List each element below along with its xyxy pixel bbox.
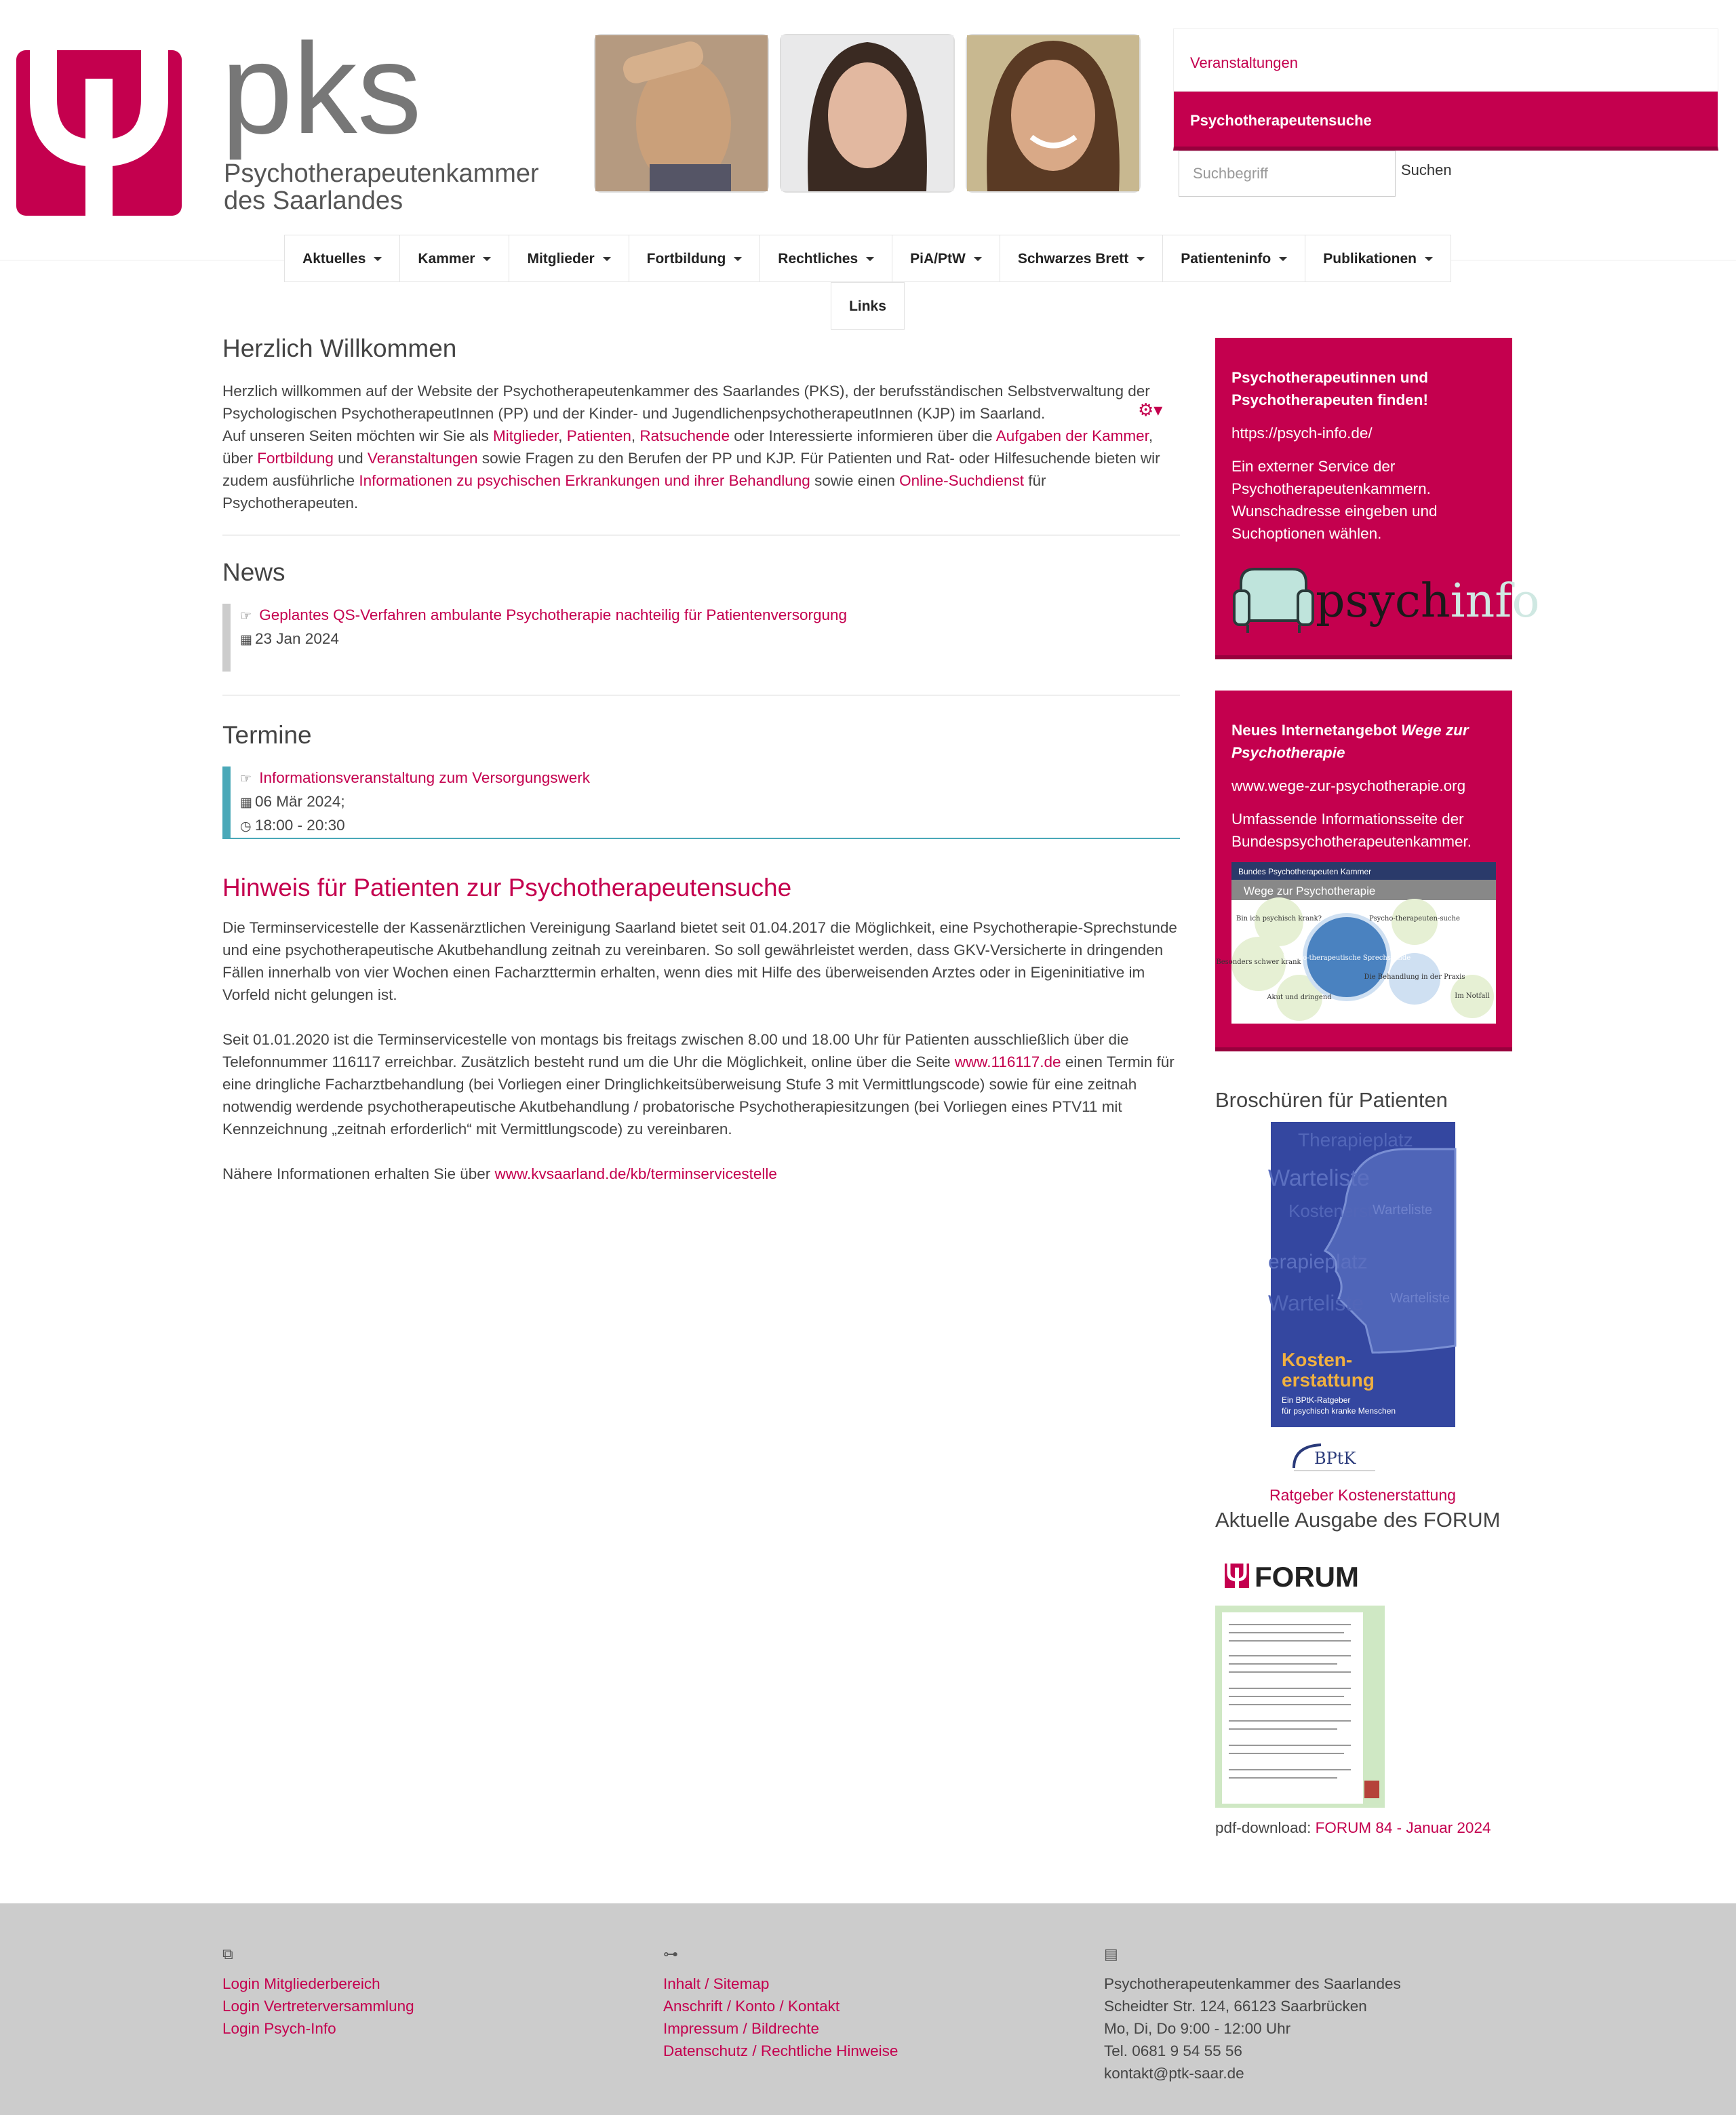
brochure-cover[interactable]	[1268, 1122, 1455, 1427]
broschueren-section	[1215, 1087, 1512, 1507]
broschueren-title: Broschüren für Patienten	[1215, 1088, 1448, 1112]
caret-down-icon	[603, 257, 611, 261]
nav-schwarzes-brett[interactable]: Schwarzes Brett	[1000, 235, 1163, 282]
caret-down-icon	[1137, 257, 1145, 261]
news-item-link[interactable]: Geplantes QS-Verfahren ambulante Psychotherapie nachteilig für Patientenversorgung	[259, 606, 848, 624]
footer-address: Scheidter Str. 124, 66123 Saarbrücken	[1104, 1998, 1367, 2015]
link-116117[interactable]: www.116117.de	[954, 1053, 1061, 1071]
footer-link-login-psychinfo[interactable]: Login Psych-Info	[222, 2020, 336, 2037]
link-aufgaben[interactable]: Aufgaben der Kammer	[995, 427, 1149, 445]
nav-aktuelles[interactable]: Aktuelles	[284, 235, 400, 282]
header-photo-man	[595, 35, 768, 191]
footer-col-logins	[222, 1943, 414, 2040]
termine-item-date: 06 Mär 2024;	[255, 793, 345, 811]
svg-text:Warteliste: Warteliste	[1268, 1165, 1370, 1192]
nav-mitglieder[interactable]: Mitglieder	[509, 235, 629, 282]
caret-down-icon	[1279, 257, 1287, 261]
svg-text:Warteliste: Warteliste	[1268, 1291, 1364, 1316]
welcome-section	[222, 332, 1180, 536]
link-forum-pdf[interactable]: FORUM 84 - Januar 2024	[1315, 1819, 1491, 1837]
footer-email[interactable]: kontakt@ptk-saar.de	[1104, 2065, 1244, 2082]
svg-text:Wege zur Psychotherapie: Wege zur Psychotherapie	[1244, 885, 1376, 897]
welcome-title: Herzlich Willkommen	[222, 334, 457, 362]
wege-url[interactable]: www.wege-zur-psychotherapie.org	[1231, 777, 1466, 794]
footer-org-name: Psychotherapeutenkammer des Saarlandes	[1104, 1975, 1401, 1992]
nav-patienteninfo[interactable]: Patienteninfo	[1162, 235, 1305, 282]
svg-text:Warteliste: Warteliste	[1390, 1291, 1451, 1306]
footer-phone: Tel. 0681 9 54 55 56	[1104, 2042, 1242, 2059]
contact-card-icon: ▤	[1104, 1945, 1118, 1962]
termine-item	[222, 767, 1180, 839]
calendar-icon: ▦	[240, 796, 252, 811]
nav-kammer[interactable]: Kammer	[399, 235, 509, 282]
forum-section: Aktuelle Ausgabe des FORUM FORUM pdf-download: FORUM 84 - Januar 2024	[1215, 1507, 1512, 1839]
news-title: News	[222, 558, 285, 587]
wege-box[interactable]: Neues Internetangebot Wege zur Psychotherapie www.wege-zur-psychotherapie.org Umfassende Informationsseite der Bundespsychotherapeutenkammer. Bundes Psychotherapeuten Kammer Wege zur Psychotherapie Bin ich psychisch krank? Psycho-therapeuten-suche Besonders schwer krank Psycho-therapeutische Sprechstunde Die Behandlung in der Praxis Akut und dringend Im Notfall	[1215, 691, 1512, 1051]
link-informationen[interactable]: Informationen zu psychischen Erkrankungen und ihrer Behandlung	[359, 472, 810, 490]
footer-link-datenschutz[interactable]: Datenschutz / Rechtliche Hinweise	[663, 2042, 899, 2059]
footer-link-kontakt[interactable]: Anschrift / Konto / Kontakt	[663, 1998, 840, 2015]
gear-icon[interactable]: ⚙▾	[1138, 400, 1163, 420]
svg-text:FORUM: FORUM	[1255, 1561, 1359, 1593]
main-nav	[0, 235, 1736, 330]
psychinfo-url[interactable]: https://psych-info.de/	[1231, 425, 1373, 442]
nav-pia-ptw[interactable]: PiA/PtW	[892, 235, 1000, 282]
sitemap-icon: ⊶	[663, 1945, 678, 1962]
calendar-icon: ▦	[240, 633, 252, 648]
svg-text:Warteliste: Warteliste	[1373, 1203, 1433, 1218]
link-kvsaarland[interactable]: www.kvsaarland.de/kb/terminservicestelle	[494, 1165, 777, 1183]
link-suchdienst[interactable]: Online-Suchdienst	[899, 472, 1024, 490]
link-veranstaltungen[interactable]: Veranstaltungen	[367, 450, 478, 467]
svg-text:erstattung: erstattung	[1282, 1370, 1375, 1391]
svg-text:Psychotherapeutenkammer: Psychotherapeutenkammer	[224, 159, 539, 188]
svg-text:Bin ich psychisch krank?: Bin ich psychisch krank?	[1236, 915, 1322, 923]
wege-screenshot[interactable]	[1216, 862, 1496, 1024]
link-patienten[interactable]: Patienten	[566, 427, 631, 445]
svg-text:Psycho-therapeuten-suche: Psycho-therapeuten-suche	[1369, 915, 1460, 923]
footer-link-login-mitglieder[interactable]: Login Mitgliederbereich	[222, 1975, 380, 1992]
termine-item-time: 18:00 - 20:30	[255, 817, 345, 834]
svg-text:Kosten-: Kosten-	[1282, 1349, 1353, 1371]
nav-rechtliches[interactable]: Rechtliches	[760, 235, 892, 282]
header-photo-girl	[781, 35, 953, 191]
caret-down-icon	[483, 257, 491, 261]
footer-link-login-vertreter[interactable]: Login Vertreterversammlung	[222, 1998, 414, 2015]
link-ratsuchende[interactable]: Ratsuchende	[639, 427, 730, 445]
caret-down-icon	[866, 257, 874, 261]
footer-link-sitemap[interactable]: Inhalt / Sitemap	[663, 1975, 770, 1992]
external-link-icon: ⧉	[222, 1945, 233, 1962]
header-photo-woman	[967, 35, 1139, 191]
footer-link-impressum[interactable]: Impressum / Bildrechte	[663, 2020, 820, 2037]
svg-text:Therapieplatz: Therapieplatz	[1298, 1129, 1413, 1151]
svg-text:Kostenerst: Kostenerst	[1288, 1201, 1373, 1222]
site-footer	[0, 1903, 1736, 2115]
main-content	[222, 332, 1180, 1207]
caret-down-icon	[974, 257, 982, 261]
bptk-logo	[1287, 1441, 1382, 1476]
news-section	[222, 556, 1180, 696]
link-ratgeber-kostenerstattung[interactable]: Ratgeber Kostenerstattung	[1269, 1486, 1456, 1505]
footer-col-info	[663, 1943, 898, 2062]
hand-point-icon: ☞	[240, 609, 252, 624]
search-input[interactable]	[1179, 151, 1396, 197]
top-nav	[1173, 28, 1718, 151]
hinweis-section: Hinweis für Patienten zur Psychotherapeutensuche Die Terminservicestelle der Kassenärztlichen Vereinigung Saarland bietet seit 01.04.2017 die Möglichkeit, eine Psychotherapie-Sprechstunde und eine psychotherapeutische Akutbehandlung zeitnah zu vereinbaren. So soll gewährleistet werden, dass GKV-Versicherte in dringenden Fällen innerhalb von vier Wochen einen Facharzttermin erhalten, wenn dies mit Hilfe des überweisenden Arztes oder in Eigeninitiative im Vorfeld nicht gelungen ist. Seit 01.01.2020 ist die Terminservicestelle von montags bis freitags zwischen 8.00 und 18.00 Uhr für Patienten ausschließlich über die Telefonnummer 116117 erreichbar. Zusätzlich besteht rund um die Uhr die Möglichkeit, online über die Seite www.116117.de einen Termin für eine dringliche Facharztbehandlung (bei Vorliegen einer Dringlichkeitsüberweisung Stufe 3 mit Vermittlungscode) sowie für eine zeitnah notwendig werdende psychotherapeutische Akutbehandlung / probatorische Psychotherapiesitzungen (bei Vorliegen eines PTV11 mit Kennzeichnung „zeitnah erforderlich“ mit Vermittlungscode) zu vereinbaren. Nähere Informationen erhalten Sie über www.kvsaarland.de/kb/terminservicestelle	[222, 872, 1180, 1185]
nav-links[interactable]: Links	[831, 282, 905, 330]
svg-text:des Saarlandes: des Saarlandes	[224, 187, 403, 215]
topnav-psychotherapeutensuche[interactable]: Psychotherapeutensuche	[1173, 91, 1718, 151]
nav-publikationen[interactable]: Publikationen	[1305, 235, 1451, 282]
pks-logo[interactable]	[16, 17, 539, 221]
footer-hours: Mo, Di, Do 9:00 - 12:00 Uhr	[1104, 2020, 1291, 2037]
sidebar	[1215, 338, 1540, 1839]
svg-text:Ein BPtK-Ratgeber: Ein BPtK-Ratgeber	[1282, 1395, 1351, 1405]
news-item	[222, 604, 1180, 672]
svg-text:pks: pks	[221, 17, 422, 161]
footer-col-address	[1104, 1943, 1401, 2084]
svg-text:psychinfo: psychinfo	[1316, 575, 1540, 628]
hand-point-icon: ☞	[240, 772, 252, 787]
svg-text:Besonders schwer krank: Besonders schwer krank	[1216, 958, 1301, 966]
svg-text:für psychisch kranke Menschen: für psychisch kranke Menschen	[1282, 1406, 1396, 1416]
svg-text:BPtK: BPtK	[1314, 1449, 1356, 1469]
svg-text:Die Behandlung in der Praxis: Die Behandlung in der Praxis	[1364, 973, 1465, 981]
welcome-text: Herzlich willkommen auf der Website der Psychotherapeutenkammer des Saarlandes (PKS), der berufsständischen Selbstverwaltung der Psychologischen PsychotherapeutInnen (PP) und der Kinder- und JugendlichenpsychotherapeutInnen (KJP) im Saarland. Auf unseren Seiten möchten wir Sie als Mitglieder, Patienten, Ratsuchende oder Interessierte informieren über die Aufgaben der Kammer, über Fortbildung und Veranstaltungen sowie Fragen zu den Berufen der PP und KJP. Für Patienten und Rat- oder Hilfesuchende bieten wir zudem ausführliche Informationen zu psychischen Erkrankungen und ihrer Behandlung sowie einen Online-Suchdienst für Psychotherapeuten.	[222, 383, 1160, 512]
svg-text:Bundes Psychotherapeuten Kamme: Bundes Psychotherapeuten Kammer	[1238, 867, 1372, 876]
svg-text:Psycho-therapeutische Sprechst: Psycho-therapeutische Sprechstunde	[1282, 954, 1411, 962]
svg-text:Akut und dringend: Akut und dringend	[1267, 994, 1332, 1001]
psychinfo-box[interactable]: Psychotherapeutinnen und Psychotherapeuten finden! https://psych-info.de/ Ein externer Service der Psychotherapeutenkammern. Wunschadresse eingeben und Suchoptionen wählen. psychinfo	[1215, 338, 1512, 659]
svg-text:Im Notfall: Im Notfall	[1455, 992, 1490, 1000]
termine-section	[222, 719, 1180, 839]
svg-text:erapieplatz: erapieplatz	[1268, 1251, 1368, 1274]
site-header	[0, 0, 1736, 260]
search-button[interactable]: Suchen	[1401, 161, 1452, 178]
link-fortbildung[interactable]: Fortbildung	[257, 450, 334, 467]
hinweis-title: Hinweis für Patienten zur Psychotherapeutensuche	[222, 874, 792, 902]
nav-fortbildung[interactable]: Fortbildung	[629, 235, 761, 282]
caret-down-icon	[374, 257, 382, 261]
psychinfo-logo[interactable]	[1231, 556, 1540, 637]
forum-cover[interactable]	[1215, 1557, 1385, 1808]
topnav-veranstaltungen[interactable]: Veranstaltungen	[1173, 28, 1718, 91]
link-mitglieder[interactable]: Mitglieder	[492, 427, 559, 445]
news-item-date: 23 Jan 2024	[255, 630, 339, 648]
clock-icon: ◷	[240, 819, 252, 834]
caret-down-icon	[734, 257, 742, 261]
forum-title: Aktuelle Ausgabe des FORUM	[1215, 1507, 1501, 1532]
termine-title: Termine	[222, 721, 312, 750]
caret-down-icon	[1425, 257, 1433, 261]
termine-item-link[interactable]: Informationsveranstaltung zum Versorgungswerk	[259, 769, 591, 787]
